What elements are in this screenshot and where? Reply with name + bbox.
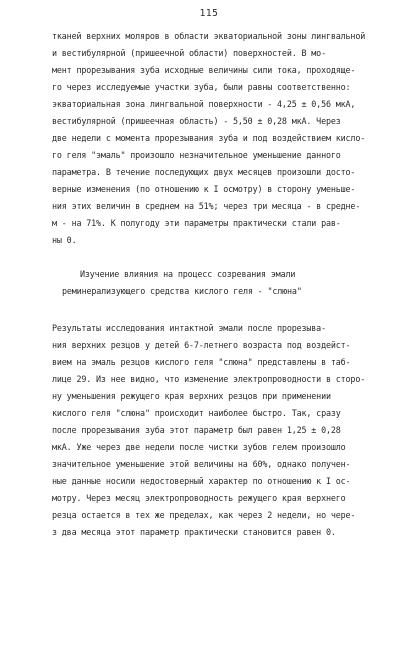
- text-line: резца остается в тех же пределах, как через 2 недели, но чере-: [52, 510, 356, 520]
- text-line: вестибулярной (пришеечная область) - 5,50 ± 0,28 мкА. Через: [52, 116, 341, 126]
- text-line: м - на 71%. К полугоду эти параметры практически стали рав-: [52, 218, 341, 228]
- text-line: мкА. Уже через две недели после чистки зубов гелем произошло: [52, 442, 346, 452]
- text-line: кислого геля "слюна" происходит наиболее быстро. Так, сразу: [52, 408, 341, 418]
- text-line: з два месяца этот параметр практически становится равен 0.: [52, 527, 336, 537]
- text-line: экваториальная зона лингвальной поверхности - 4,25 ± 0,56 мкА,: [52, 99, 356, 109]
- text-line: две недели с момента прорезывания зуба и под воздействием кисло-: [52, 133, 366, 143]
- text-line: ны 0.: [52, 235, 77, 245]
- text-line: тканей верхних моляров в области экваториальной зоны лингвальной: [52, 31, 366, 41]
- text-line: после прорезывания зуба этот параметр был равен 1,25 ± 0,28: [52, 425, 341, 435]
- text-line: ния верхних резцов у детей 6-7-летнего возраста под воздейст-: [52, 340, 351, 350]
- page-number: 115: [199, 8, 219, 19]
- text-line: лице 29. Из нее видно, что изменение электропроводности в сторо-: [52, 374, 366, 384]
- text-line: ну уменьшения режущего края верхних резцов при применении: [52, 391, 331, 401]
- text-line: мент прорезывания зуба исходные величины сили тока, проходяще-: [52, 65, 356, 75]
- heading-line: реминерализующего средства кислого геля - "слюна": [62, 286, 302, 296]
- text-line: Результаты исследования интактной эмали после прорезыва-: [52, 323, 326, 333]
- text-line: и вестибулярной (пришеечной области) поверхностей. В мо-: [52, 48, 326, 58]
- text-line: верные изменения (по отношению к I осмотру) в сторону уменьше-: [52, 184, 356, 194]
- text-line: значительное уменьшение этой величины на 60%, однако получен-: [52, 459, 351, 469]
- text-line: параметра. В течение последующих двух месяцев произошли досто-: [52, 167, 356, 177]
- text-line: ния этих величин в среднем на 51%; через три месяца - в средне-: [52, 201, 361, 211]
- text-line: ные данные носили недостоверный характер по отношению к I ос-: [52, 476, 351, 486]
- text-line: го геля "эмаль" произошло незначительное уменьшение данного: [52, 150, 341, 160]
- text-line: мотру. Через месяц электропроводность режущего края верхнего: [52, 493, 346, 503]
- text-line: го через исследуемые участки зуба, были равны соответственно:: [52, 82, 351, 92]
- heading-line: Изучение влияния на процесс созревания эмали: [80, 269, 296, 279]
- text-line: вием на эмаль резцов кислого геля "слюна" представлены в таб-: [52, 357, 351, 367]
